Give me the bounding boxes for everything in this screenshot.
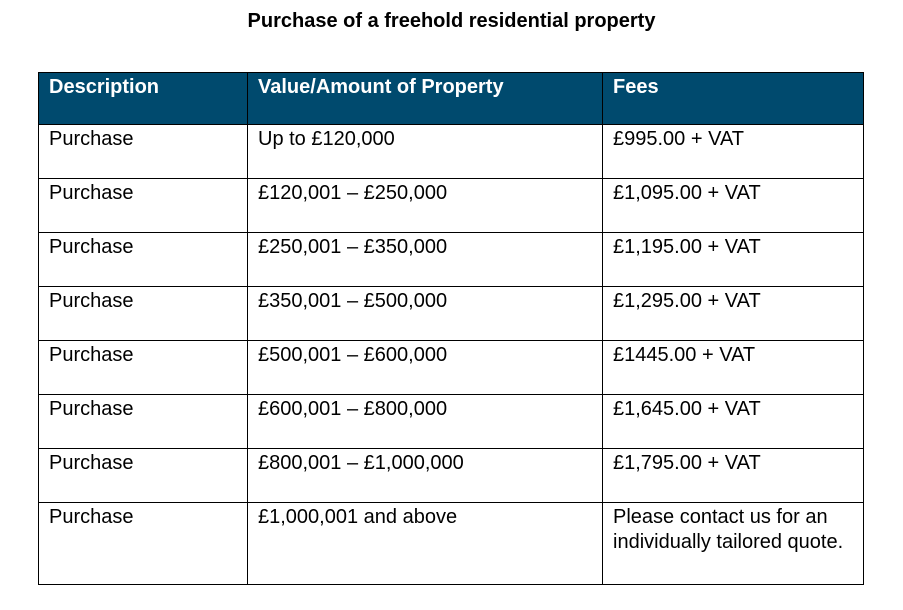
value-cell: £350,001 – £500,000 bbox=[248, 287, 603, 341]
fees-cell: £1,095.00 + VAT bbox=[603, 179, 864, 233]
description-cell: Purchase bbox=[39, 125, 248, 179]
description-cell: Purchase bbox=[39, 395, 248, 449]
value-cell: £1,000,001 and above bbox=[248, 503, 603, 585]
fees-cell: Please contact us for an individually tailored quote. bbox=[603, 503, 864, 585]
value-cell: £120,001 – £250,000 bbox=[248, 179, 603, 233]
table-row bbox=[39, 233, 864, 287]
description-cell: Purchase bbox=[39, 449, 248, 503]
column-header-description: Description bbox=[39, 73, 248, 125]
table-row bbox=[39, 395, 864, 449]
value-cell: £500,001 – £600,000 bbox=[248, 341, 603, 395]
table-row bbox=[39, 287, 864, 341]
value-cell: Up to £120,000 bbox=[248, 125, 603, 179]
fees-cell: £1,195.00 + VAT bbox=[603, 233, 864, 287]
fees-cell: £1445.00 + VAT bbox=[603, 341, 864, 395]
fees-cell: £995.00 + VAT bbox=[603, 125, 864, 179]
description-cell: Purchase bbox=[39, 233, 248, 287]
fees-cell: £1,295.00 + VAT bbox=[603, 287, 864, 341]
value-cell: £250,001 – £350,000 bbox=[248, 233, 603, 287]
table-row bbox=[39, 125, 864, 179]
table-row bbox=[39, 503, 864, 585]
column-header-value: Value/Amount of Property bbox=[248, 73, 603, 125]
fee-table bbox=[38, 72, 864, 585]
fees-cell: £1,645.00 + VAT bbox=[603, 395, 864, 449]
description-cell: Purchase bbox=[39, 287, 248, 341]
value-cell: £800,001 – £1,000,000 bbox=[248, 449, 603, 503]
column-header-fees: Fees bbox=[603, 73, 864, 125]
description-cell: Purchase bbox=[39, 341, 248, 395]
table-row bbox=[39, 341, 864, 395]
table-row bbox=[39, 179, 864, 233]
fees-cell: £1,795.00 + VAT bbox=[603, 449, 864, 503]
value-cell: £600,001 – £800,000 bbox=[248, 395, 603, 449]
description-cell: Purchase bbox=[39, 503, 248, 585]
description-cell: Purchase bbox=[39, 179, 248, 233]
table-row bbox=[39, 449, 864, 503]
page-title: Purchase of a freehold residential property bbox=[247, 10, 656, 32]
table-header-row bbox=[39, 73, 864, 125]
